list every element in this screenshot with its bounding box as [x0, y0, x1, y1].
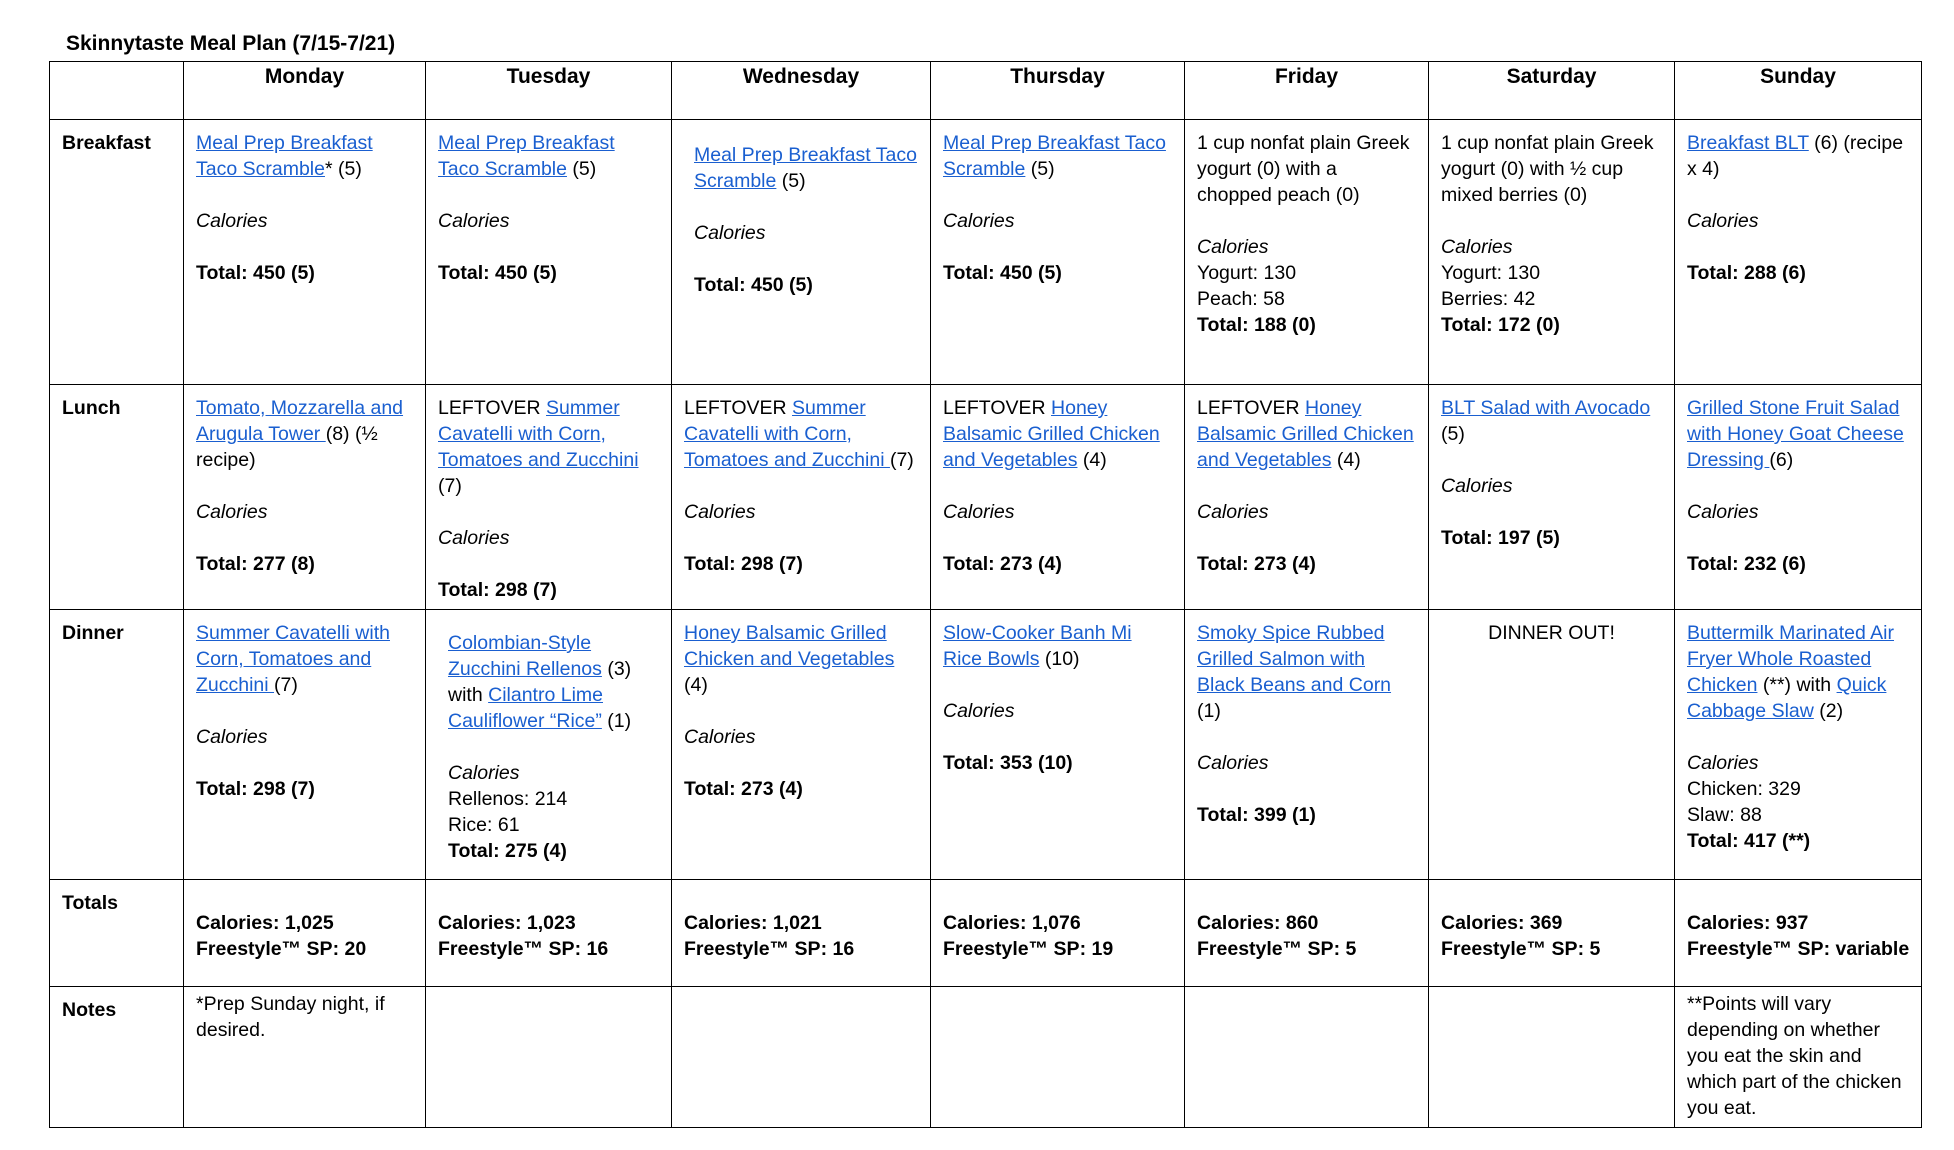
calorie-line: Slaw: 88	[1687, 804, 1762, 826]
side-recipe-link[interactable]: Cilantro Lime Cauliflower “Rice”	[448, 684, 603, 732]
calories-label: Calories	[1441, 236, 1513, 258]
meal-total: Total: 298 (7)	[196, 778, 315, 800]
recipe-link[interactable]: Meal Prep Breakfast Taco Scramble	[438, 132, 615, 180]
lunch-saturday	[1429, 385, 1675, 610]
recipe-link[interactable]: Summer Cavatelli with Corn, Tomatoes and Zucchini	[196, 622, 390, 696]
day-header-thursday: Thursday	[931, 62, 1185, 120]
calories-label: Calories	[196, 726, 268, 748]
daily-points: Freestyle™ SP: 16	[684, 938, 855, 960]
recipe-link[interactable]: Meal Prep Breakfast Taco Scramble	[694, 144, 917, 192]
breakfast-monday	[184, 120, 426, 385]
recipe-points: (6) (recipe x 4)	[1687, 132, 1904, 180]
totals-friday	[1185, 880, 1429, 987]
recipe-points: * (5)	[324, 158, 362, 180]
calories-label: Calories	[1687, 752, 1759, 774]
meal-total: Total: 288 (6)	[1687, 262, 1806, 284]
meal-total: Total: 273 (4)	[943, 553, 1062, 575]
side-recipe-points: (2)	[1813, 700, 1844, 722]
totals-saturday	[1429, 880, 1675, 987]
totals-tuesday	[426, 880, 672, 987]
notes-sunday	[1675, 987, 1922, 1128]
breakfast-tuesday	[426, 120, 672, 385]
leftover-tag: LEFTOVER	[943, 397, 1046, 419]
row-label-lunch: Lunch	[50, 385, 184, 610]
recipe-link[interactable]: Summer Cavatelli with Corn, Tomatoes and Zucchini	[684, 397, 890, 471]
day-header-wednesday: Wednesday	[672, 62, 931, 120]
totals-thursday	[931, 880, 1185, 987]
daily-points: Freestyle™ SP: 5	[1441, 938, 1601, 960]
meal-total: Total: 232 (6)	[1687, 553, 1806, 575]
calorie-line: Rellenos: 214	[448, 788, 568, 810]
page-title: Skinnytaste Meal Plan (7/15-7/21)	[66, 32, 396, 55]
daily-points: Freestyle™ SP: 16	[438, 938, 609, 960]
daily-calories: Calories: 1,021	[684, 912, 822, 934]
meal-plan-table	[49, 61, 1922, 1128]
dinner-row	[50, 610, 1922, 880]
meal-total: Total: 298 (7)	[438, 579, 557, 601]
meal-description: 1 cup nonfat plain Greek yogurt (0) with ½ cup mixed berries (0)	[1441, 132, 1654, 206]
calories-label: Calories	[196, 501, 268, 523]
calorie-line: Peach: 58	[1197, 288, 1285, 310]
meal-total: Total: 188 (0)	[1197, 314, 1316, 336]
meal-total: Total: 450 (5)	[694, 274, 813, 296]
day-header-saturday: Saturday	[1429, 62, 1675, 120]
lunch-row	[50, 385, 1922, 610]
lunch-wednesday	[672, 385, 931, 610]
note-text: **Points will vary depending on whether you eat the skin and which part of the chicken you eat.	[1687, 993, 1902, 1119]
breakfast-saturday	[1429, 120, 1675, 385]
breakfast-friday	[1185, 120, 1429, 385]
lunch-thursday	[931, 385, 1185, 610]
lunch-monday	[184, 385, 426, 610]
dinner-saturday	[1429, 610, 1675, 880]
calorie-line: Yogurt: 130	[1197, 262, 1297, 284]
row-label-notes: Notes	[50, 987, 184, 1128]
corner-cell	[50, 62, 184, 120]
daily-points: Freestyle™ SP: 19	[943, 938, 1114, 960]
calories-label: Calories	[438, 210, 510, 232]
calories-label: Calories	[943, 700, 1015, 722]
day-header-monday: Monday	[184, 62, 426, 120]
meal-total: Total: 273 (4)	[684, 778, 803, 800]
calories-label: Calories	[1197, 501, 1269, 523]
meal-description: 1 cup nonfat plain Greek yogurt (0) with a chopped peach (0)	[1197, 132, 1410, 206]
breakfast-wednesday	[672, 120, 931, 385]
meal-total: Total: 450 (5)	[943, 262, 1062, 284]
calorie-line: Chicken: 329	[1687, 778, 1801, 800]
calories-label: Calories	[684, 726, 756, 748]
leftover-tag: LEFTOVER	[684, 397, 787, 419]
calories-label: Calories	[943, 210, 1015, 232]
lunch-sunday	[1675, 385, 1922, 610]
calorie-line: Yogurt: 130	[1441, 262, 1541, 284]
recipe-points: (**) with	[1757, 674, 1837, 696]
daily-points: Freestyle™ SP: variable	[1687, 938, 1910, 960]
meal-total: Total: 275 (4)	[448, 840, 567, 862]
notes-thursday	[931, 987, 1185, 1128]
totals-wednesday	[672, 880, 931, 987]
day-header-sunday: Sunday	[1675, 62, 1922, 120]
calorie-line: Rice: 61	[448, 814, 520, 836]
recipe-link[interactable]: Honey Balsamic Grilled Chicken and Vegetables	[943, 397, 1160, 471]
recipe-link[interactable]: Breakfast BLT	[1687, 132, 1809, 154]
calories-label: Calories	[943, 501, 1015, 523]
notes-wednesday	[672, 987, 931, 1128]
breakfast-thursday	[931, 120, 1185, 385]
recipe-link[interactable]: Meal Prep Breakfast Taco Scramble	[196, 132, 373, 180]
calorie-line: Berries: 42	[1441, 288, 1536, 310]
recipe-points: (4)	[1331, 449, 1361, 471]
recipe-points: (7)	[274, 674, 298, 696]
daily-calories: Calories: 860	[1197, 912, 1319, 934]
recipe-link[interactable]: Grilled Stone Fruit Salad with Honey Goat Cheese Dressing	[1687, 397, 1904, 471]
recipe-link[interactable]: Colombian-Style Zucchini Rellenos	[448, 632, 602, 680]
recipe-link[interactable]: Smoky Spice Rubbed Grilled Salmon with Black Beans and Corn	[1197, 622, 1392, 696]
daily-calories: Calories: 1,023	[438, 912, 576, 934]
dinner-out-label: DINNER OUT!	[1488, 622, 1615, 644]
row-label-totals: Totals	[50, 880, 184, 987]
dinner-wednesday	[672, 610, 931, 880]
recipe-link[interactable]: Summer Cavatelli with Corn, Tomatoes and Zucchini	[438, 397, 639, 471]
calories-label: Calories	[694, 222, 766, 244]
totals-row	[50, 880, 1922, 987]
meal-total: Total: 277 (8)	[196, 553, 315, 575]
daily-calories: Calories: 1,076	[943, 912, 1081, 934]
recipe-points: (7)	[889, 449, 914, 471]
recipe-points: (5)	[1441, 423, 1465, 445]
notes-monday	[184, 987, 426, 1128]
recipe-points: (5)	[776, 170, 806, 192]
note-text: *Prep Sunday night, if desired.	[196, 993, 385, 1041]
meal-total: Total: 450 (5)	[196, 262, 315, 284]
meal-total: Total: 353 (10)	[943, 752, 1073, 774]
meal-total: Total: 197 (5)	[1441, 527, 1560, 549]
meal-total: Total: 172 (0)	[1441, 314, 1560, 336]
day-header-friday: Friday	[1185, 62, 1429, 120]
meal-total: Total: 273 (4)	[1197, 553, 1316, 575]
side-recipe-link[interactable]: Quick Cabbage Slaw	[1687, 674, 1887, 722]
breakfast-row	[50, 120, 1922, 385]
recipe-points: (4)	[684, 674, 708, 696]
row-label-dinner: Dinner	[50, 610, 184, 880]
totals-sunday	[1675, 880, 1922, 987]
recipe-points: (6)	[1769, 449, 1794, 471]
dinner-tuesday	[426, 610, 672, 880]
recipe-link[interactable]: Meal Prep Breakfast Taco Scramble	[943, 132, 1166, 180]
meal-total: Total: 417 (**)	[1687, 830, 1811, 852]
recipe-points: (4)	[1077, 449, 1107, 471]
recipe-points: (8) (½ recipe)	[196, 423, 378, 471]
dinner-friday	[1185, 610, 1429, 880]
calories-label: Calories	[1197, 752, 1269, 774]
notes-row	[50, 987, 1922, 1128]
calories-label: Calories	[438, 527, 510, 549]
daily-points: Freestyle™ SP: 20	[196, 938, 367, 960]
day-header-tuesday: Tuesday	[426, 62, 672, 120]
notes-tuesday	[426, 987, 672, 1128]
recipe-points: (5)	[566, 158, 597, 180]
lunch-friday	[1185, 385, 1429, 610]
notes-friday	[1185, 987, 1429, 1128]
recipe-link[interactable]: Honey Balsamic Grilled Chicken and Vegetables	[684, 622, 895, 670]
recipe-points: (7)	[438, 475, 462, 497]
recipe-link[interactable]: Slow-Cooker Banh Mi Rice Bowls	[943, 622, 1132, 670]
calories-label: Calories	[1197, 236, 1269, 258]
calories-label: Calories	[684, 501, 756, 523]
meal-total: Total: 399 (1)	[1197, 804, 1316, 826]
recipe-link[interactable]: Buttermilk Marinated Air Fryer Whole Roasted Chicken	[1687, 622, 1894, 696]
recipe-points: (1)	[1197, 700, 1221, 722]
dinner-sunday	[1675, 610, 1922, 880]
recipe-link[interactable]: Tomato, Mozzarella and Arugula Tower	[196, 397, 404, 445]
meal-total: Total: 450 (5)	[438, 262, 557, 284]
row-label-breakfast: Breakfast	[50, 120, 184, 385]
breakfast-sunday	[1675, 120, 1922, 385]
recipe-points: (3) with	[448, 658, 632, 706]
header-row	[50, 62, 1922, 120]
recipe-link[interactable]: BLT Salad with Avocado	[1441, 397, 1651, 419]
meal-total: Total: 298 (7)	[684, 553, 803, 575]
leftover-tag: LEFTOVER	[1197, 397, 1300, 419]
daily-calories: Calories: 1,025	[196, 912, 334, 934]
daily-calories: Calories: 369	[1441, 912, 1563, 934]
recipe-points: (10)	[1039, 648, 1080, 670]
dinner-thursday	[931, 610, 1185, 880]
daily-calories: Calories: 937	[1687, 912, 1809, 934]
side-recipe-points: (1)	[601, 710, 632, 732]
recipe-points: (5)	[1025, 158, 1055, 180]
dinner-monday	[184, 610, 426, 880]
calories-label: Calories	[1687, 501, 1759, 523]
leftover-tag: LEFTOVER	[438, 397, 541, 419]
calories-label: Calories	[1687, 210, 1759, 232]
calories-label: Calories	[196, 210, 268, 232]
calories-label: Calories	[1441, 475, 1513, 497]
totals-monday	[184, 880, 426, 987]
calories-label: Calories	[448, 762, 520, 784]
recipe-link[interactable]: Honey Balsamic Grilled Chicken and Vegetables	[1197, 397, 1414, 471]
notes-saturday	[1429, 987, 1675, 1128]
lunch-tuesday	[426, 385, 672, 610]
daily-points: Freestyle™ SP: 5	[1197, 938, 1357, 960]
